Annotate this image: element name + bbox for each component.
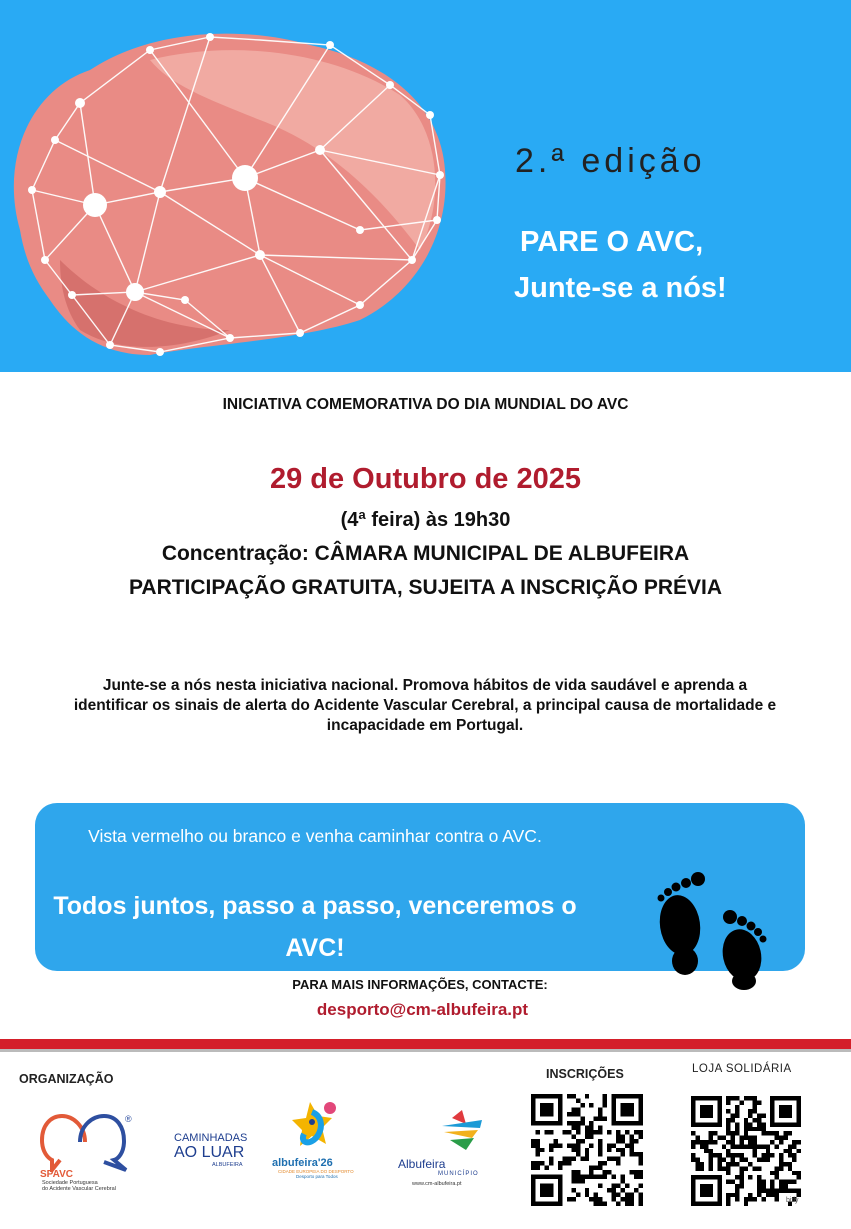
event-time: (4ª feira) às 19h30 [340,509,511,531]
spavc-name: SPAVC [40,1169,73,1180]
albufeira26-sub2: Desporto para Todos [296,1174,338,1179]
registrations-label: INSCRIÇÕES [546,1067,624,1081]
event-date: 29 de Outubro de 2025 [269,463,582,495]
municipio-sub: MUNICÍPIO [438,1171,479,1177]
spavc-logo [40,1112,150,1192]
footer-divider [0,1039,851,1049]
organization-label: ORGANIZAÇÃO [19,1072,114,1086]
svg-text:®: ® [125,1114,132,1124]
spavc-sub2: do Acidente Vascular Cerebral [42,1186,116,1192]
callout-line1 [35,821,805,852]
shop-label: LOJA SOLIDÁRIA [692,1063,792,1075]
initiative-heading: INICIATIVA COMEMORATIVA DO DIA MUNDIAL DO AVC [222,396,629,413]
municipio-star-icon [432,1108,492,1152]
contact-label: PARA MAIS INFORMAÇÕES, CONTACTE: [292,977,548,992]
albufeira26-name: albufeira'26 [272,1157,333,1169]
municipio-logo [398,1108,498,1188]
municipio-url: www.cm-albufeira.pt [412,1181,462,1187]
caminhadas-line1: CAMINHADAS [174,1132,248,1144]
description-paragraph: Junte-se a nós nesta iniciativa nacional. Promova hábitos de vida saudável e aprenda a identificar os sinais de alerta do Acidente Vascular Cerebral, a principal causa de mortalidade e incapacidade em Portugal. [73,677,777,734]
footer-divider-shadow [0,1049,851,1052]
footprints-icon [650,865,780,990]
callout-line2: Todos juntos, passo a passo, venceremos o AVC! [53,892,577,962]
caminhadas-sub: ALBUFEIRA [212,1162,243,1168]
slogan-line1: PARE O AVC, [520,226,704,258]
municipio-name: Albufeira [398,1157,446,1171]
shop-qr-code[interactable] [691,1096,801,1206]
slogan-line2: Junte-se a nós! [514,272,727,304]
brain-network-illustration [0,0,470,372]
qr-caption: bitly [786,1197,799,1204]
event-place: Concentração: CÂMARA MUNICIPAL DE ALBUFEIRA [161,542,690,565]
hero-banner [0,0,851,372]
caminhadas-logo [168,1122,250,1182]
spavc-speech-bubbles-icon [40,1112,135,1172]
callout-line1-text: Vista vermelho ou branco e venha caminhar contra o AVC. [88,826,542,846]
albufeira26-mascot-icon [272,1098,362,1154]
edition-label: 2.ª edição [515,142,706,180]
albufeira26-sub1: CIDADE EUROPEIA DO DESPORTO [278,1169,354,1174]
albufeira26-logo [272,1098,362,1188]
spavc-sub1: Sociedade Portuguesa [42,1180,98,1186]
contact-email-link[interactable]: desporto@cm-albufeira.pt [316,1000,529,1019]
registrations-qr-code[interactable] [531,1094,643,1206]
registration-note: PARTICIPAÇÃO GRATUITA, SUJEITA A INSCRIÇÃO PRÉVIA [128,576,723,599]
caminhadas-line2: AO LUAR [174,1144,245,1161]
